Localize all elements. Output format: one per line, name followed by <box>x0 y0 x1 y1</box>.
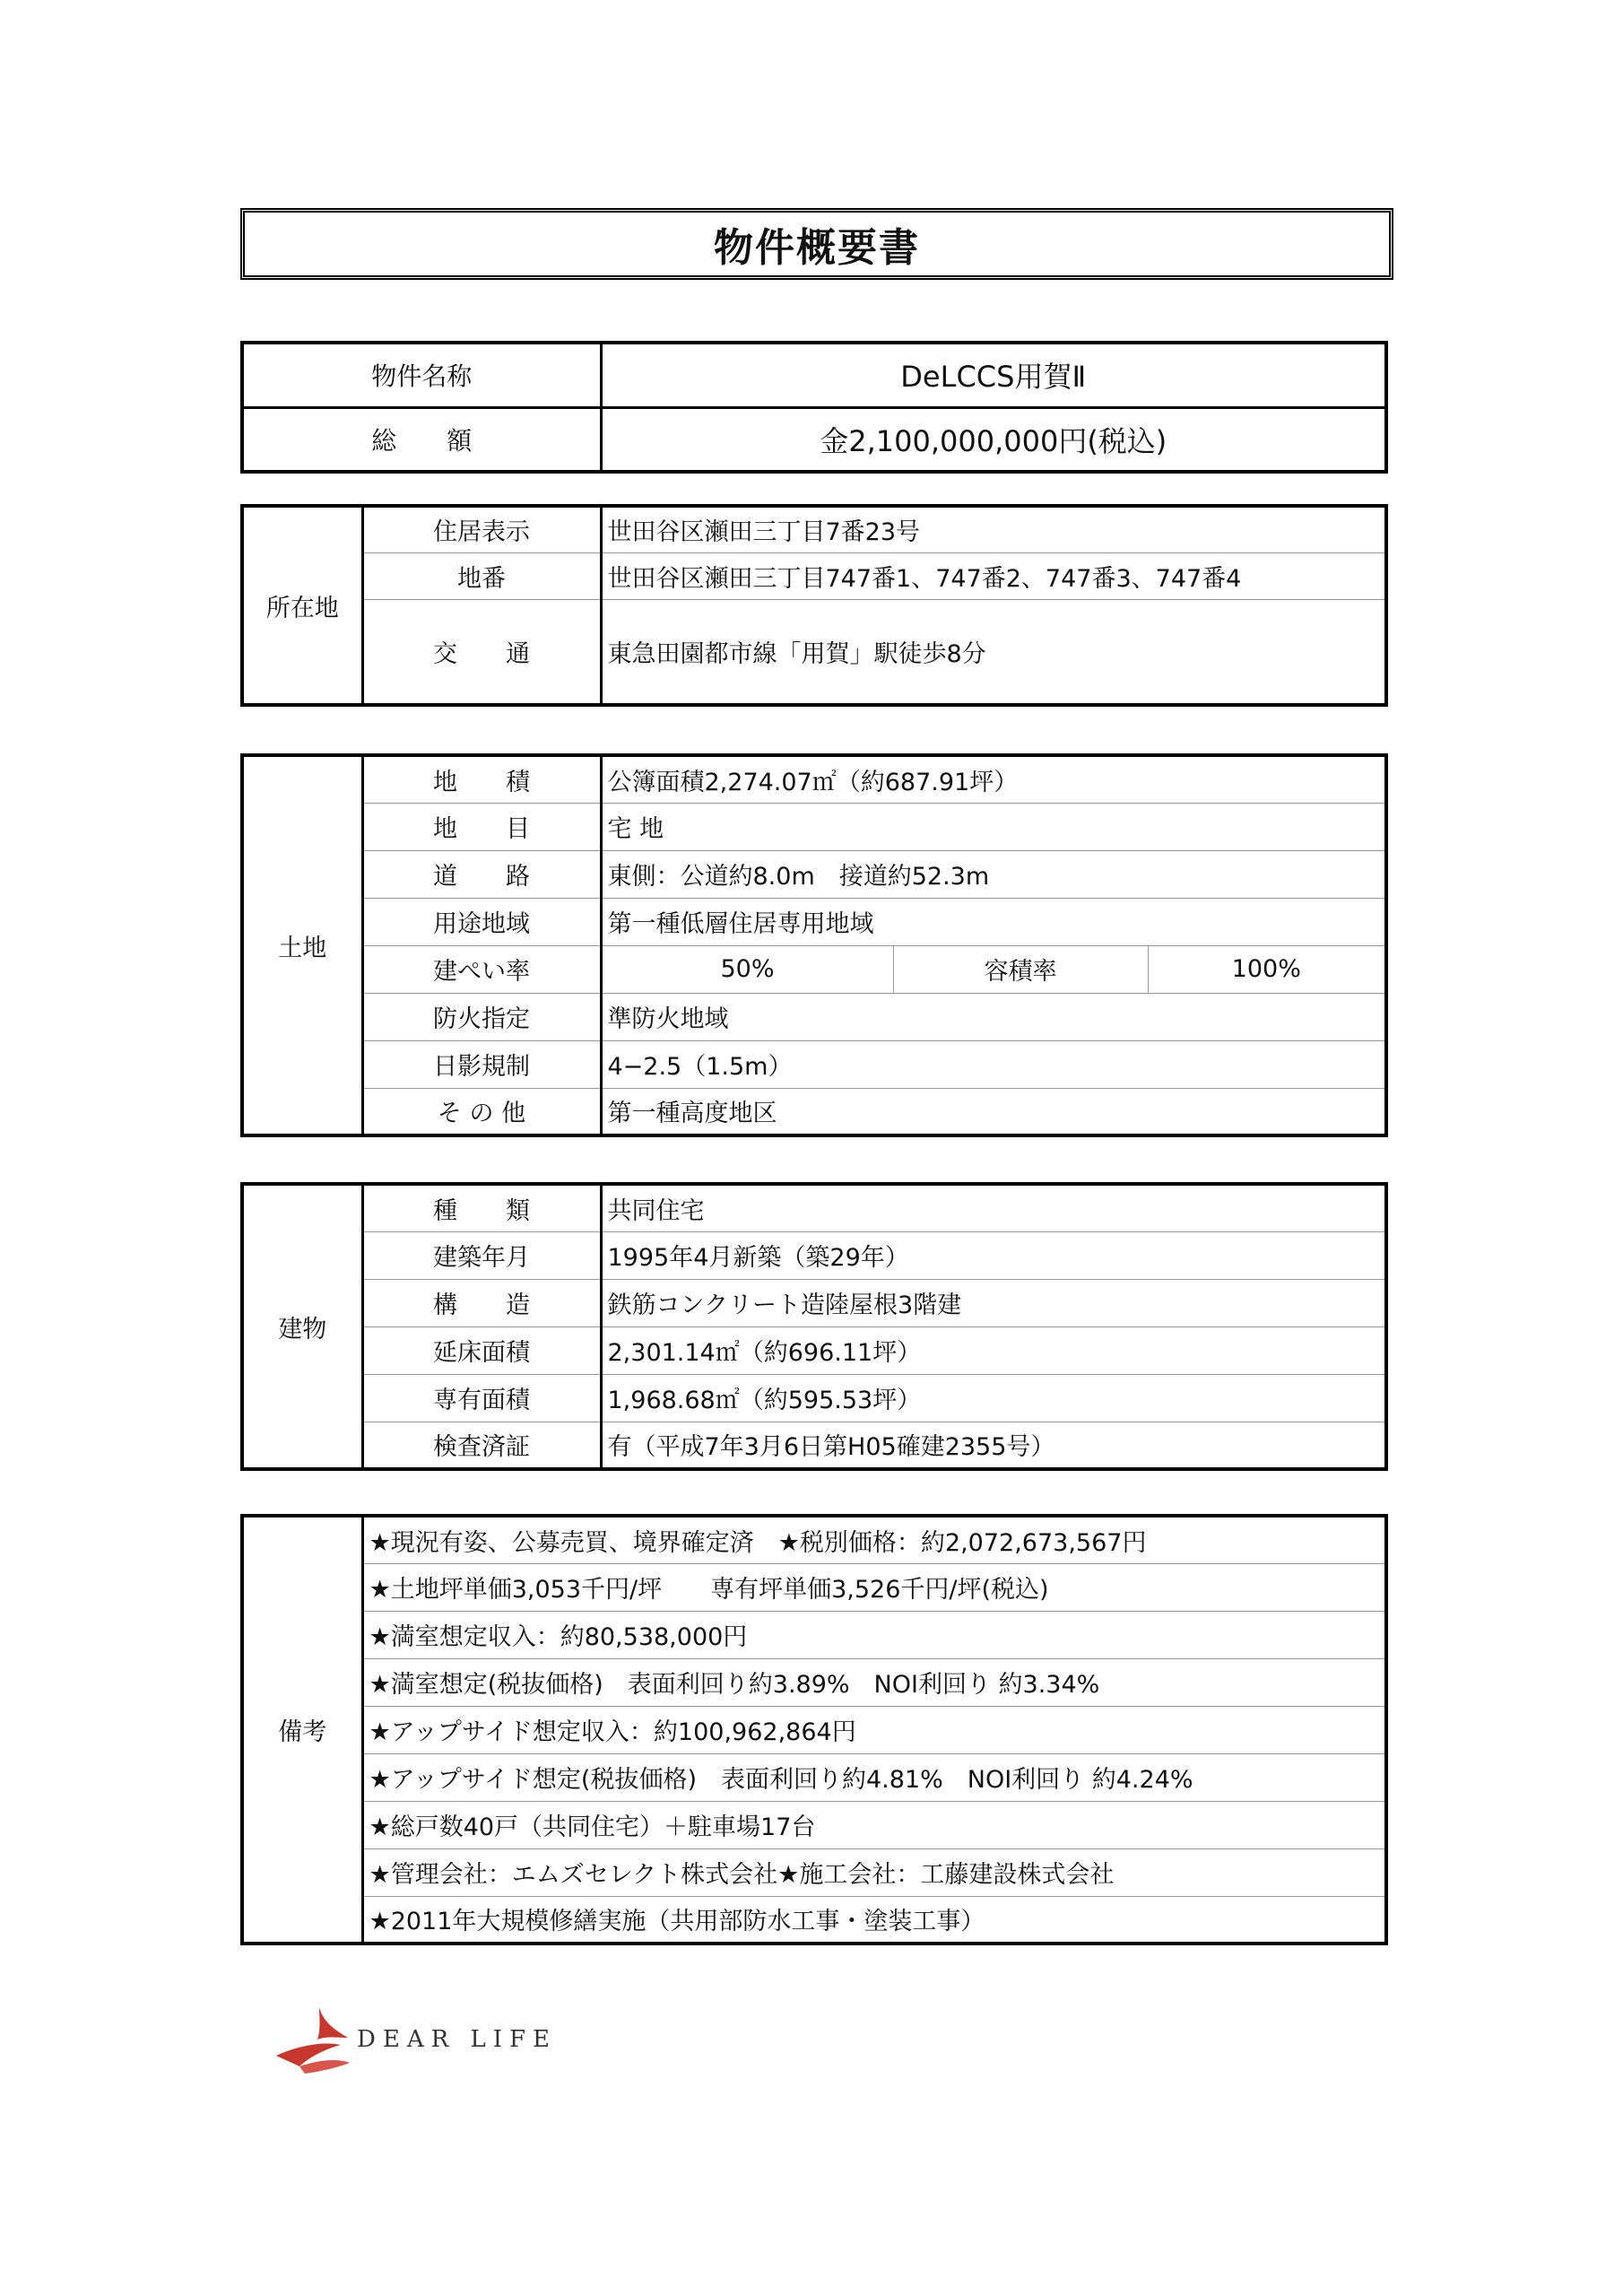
lot-number-label: 地番 <box>362 552 601 599</box>
remark-line: ★現況有姿、公募売買、境界確定済 ★税別価格：約2,072,673,567円 <box>362 1516 1386 1563</box>
logo-mark-icon <box>273 2004 560 2075</box>
total-floor-area-label: 延床面積 <box>362 1326 601 1374</box>
road-label: 道 路 <box>362 850 601 898</box>
coverage-ratio-value: 50% <box>601 945 893 993</box>
table-row <box>242 1753 1386 1801</box>
summary-table <box>240 341 1388 474</box>
structure-label: 構 造 <box>362 1279 601 1326</box>
logo-text: DEAR LIFE <box>357 2026 557 2053</box>
table-row <box>242 552 1386 599</box>
property-name-row <box>242 343 1386 407</box>
property-name-label: 物件名称 <box>242 343 601 407</box>
built-date-value: 1995年4月新築（築29年） <box>601 1231 1386 1279</box>
other-label: そ の 他 <box>362 1088 601 1135</box>
structure-value: 鉄筋コンクリート造陸屋根3階建 <box>601 1279 1386 1326</box>
table-row <box>242 1184 1386 1231</box>
other-value: 第一種高度地区 <box>601 1088 1386 1135</box>
fire-zone-label: 防火指定 <box>362 993 601 1040</box>
land-category-value: 宅 地 <box>601 803 1386 850</box>
table-row <box>242 1326 1386 1374</box>
table-row <box>242 1896 1386 1944</box>
exclusive-area-value: 1,968.68㎡（約595.53坪） <box>601 1374 1386 1422</box>
remark-line: ★管理会社：エムズセレクト株式会社★施工会社：工藤建設株式会社 <box>362 1848 1386 1896</box>
inspection-cert-label: 検査済証 <box>362 1422 601 1469</box>
table-row <box>242 1658 1386 1706</box>
remarks-section-label: 備考 <box>242 1516 362 1944</box>
zoning-value: 第一種低層住居専用地域 <box>601 898 1386 945</box>
built-date-label: 建築年月 <box>362 1231 601 1279</box>
table-row <box>242 755 1386 803</box>
remark-line: ★満室想定収入：約80,538,000円 <box>362 1611 1386 1658</box>
table-row <box>242 1374 1386 1422</box>
fire-zone-value: 準防火地域 <box>601 993 1386 1040</box>
building-table <box>240 1182 1388 1471</box>
total-price-row <box>242 407 1386 472</box>
remark-line: ★土地坪単価3,053千円/坪 専有坪単価3,526千円/坪(税込) <box>362 1563 1386 1611</box>
table-row <box>242 599 1386 705</box>
land-category-label: 地 目 <box>362 803 601 850</box>
table-row <box>242 1848 1386 1896</box>
land-table <box>240 753 1388 1137</box>
land-area-value: 公簿面積2,274.07㎡（約687.91坪） <box>601 755 1386 803</box>
remark-line: ★アップサイド想定収入：約100,962,864円 <box>362 1706 1386 1753</box>
lot-number-value: 世田谷区瀬田三丁目747番1、747番2、747番3、747番4 <box>601 552 1386 599</box>
total-price-label: 総 額 <box>242 407 601 472</box>
shadow-regulation-value: 4−2.5（1.5m） <box>601 1040 1386 1088</box>
floor-area-ratio-value: 100% <box>1148 945 1386 993</box>
remark-line: ★2011年大規模修繕実施（共用部防水工事・塗装工事） <box>362 1896 1386 1944</box>
inspection-cert-value: 有（平成7年3月6日第H05確建2355号） <box>601 1422 1386 1469</box>
table-row <box>242 1231 1386 1279</box>
remark-line: ★総戸数40戸（共同住宅）＋駐車場17台 <box>362 1801 1386 1848</box>
building-type-label: 種 類 <box>362 1184 601 1231</box>
table-row <box>242 898 1386 945</box>
remarks-table <box>240 1514 1388 1945</box>
table-row <box>242 850 1386 898</box>
exclusive-area-label: 専有面積 <box>362 1374 601 1422</box>
address-value: 世田谷区瀬田三丁目7番23号 <box>601 506 1386 552</box>
road-value: 東側：公道約8.0m 接道約52.3m <box>601 850 1386 898</box>
location-table <box>240 504 1388 707</box>
table-row <box>242 1801 1386 1848</box>
address-label: 住居表示 <box>362 506 601 552</box>
table-row <box>242 506 1386 552</box>
transport-label: 交 通 <box>362 599 601 705</box>
land-section-label: 土地 <box>242 755 362 1135</box>
table-row <box>242 945 1386 993</box>
table-row <box>242 1516 1386 1563</box>
total-floor-area-value: 2,301.14㎡（約696.11坪） <box>601 1326 1386 1374</box>
total-price-value: 金2,100,000,000円(税込) <box>601 407 1386 472</box>
company-logo <box>273 2004 560 2075</box>
shadow-regulation-label: 日影規制 <box>362 1040 601 1088</box>
zoning-label: 用途地域 <box>362 898 601 945</box>
floor-area-ratio-label: 容積率 <box>893 945 1148 993</box>
building-type-value: 共同住宅 <box>601 1184 1386 1231</box>
table-row <box>242 1040 1386 1088</box>
table-row <box>242 1706 1386 1753</box>
transport-value: 東急田園都市線「用賀」駅徒歩8分 <box>601 599 1386 705</box>
coverage-ratio-label: 建ぺい率 <box>362 945 601 993</box>
land-area-label: 地 積 <box>362 755 601 803</box>
table-row <box>242 1611 1386 1658</box>
remark-line: ★満室想定(税抜価格) 表面利回り約3.89% NOI利回り 約3.34% <box>362 1658 1386 1706</box>
document-title: 物件概要書 <box>714 225 920 271</box>
location-section-label: 所在地 <box>242 506 362 705</box>
building-section-label: 建物 <box>242 1184 362 1469</box>
table-row <box>242 1422 1386 1469</box>
property-name-value: DeLCCS用賀Ⅱ <box>601 343 1386 407</box>
table-row <box>242 1088 1386 1135</box>
table-row <box>242 1279 1386 1326</box>
remark-line: ★アップサイド想定(税抜価格) 表面利回り約4.81% NOI利回り 約4.24% <box>362 1753 1386 1801</box>
document-title-box <box>240 208 1393 280</box>
table-row <box>242 993 1386 1040</box>
table-row <box>242 1563 1386 1611</box>
table-row <box>242 803 1386 850</box>
